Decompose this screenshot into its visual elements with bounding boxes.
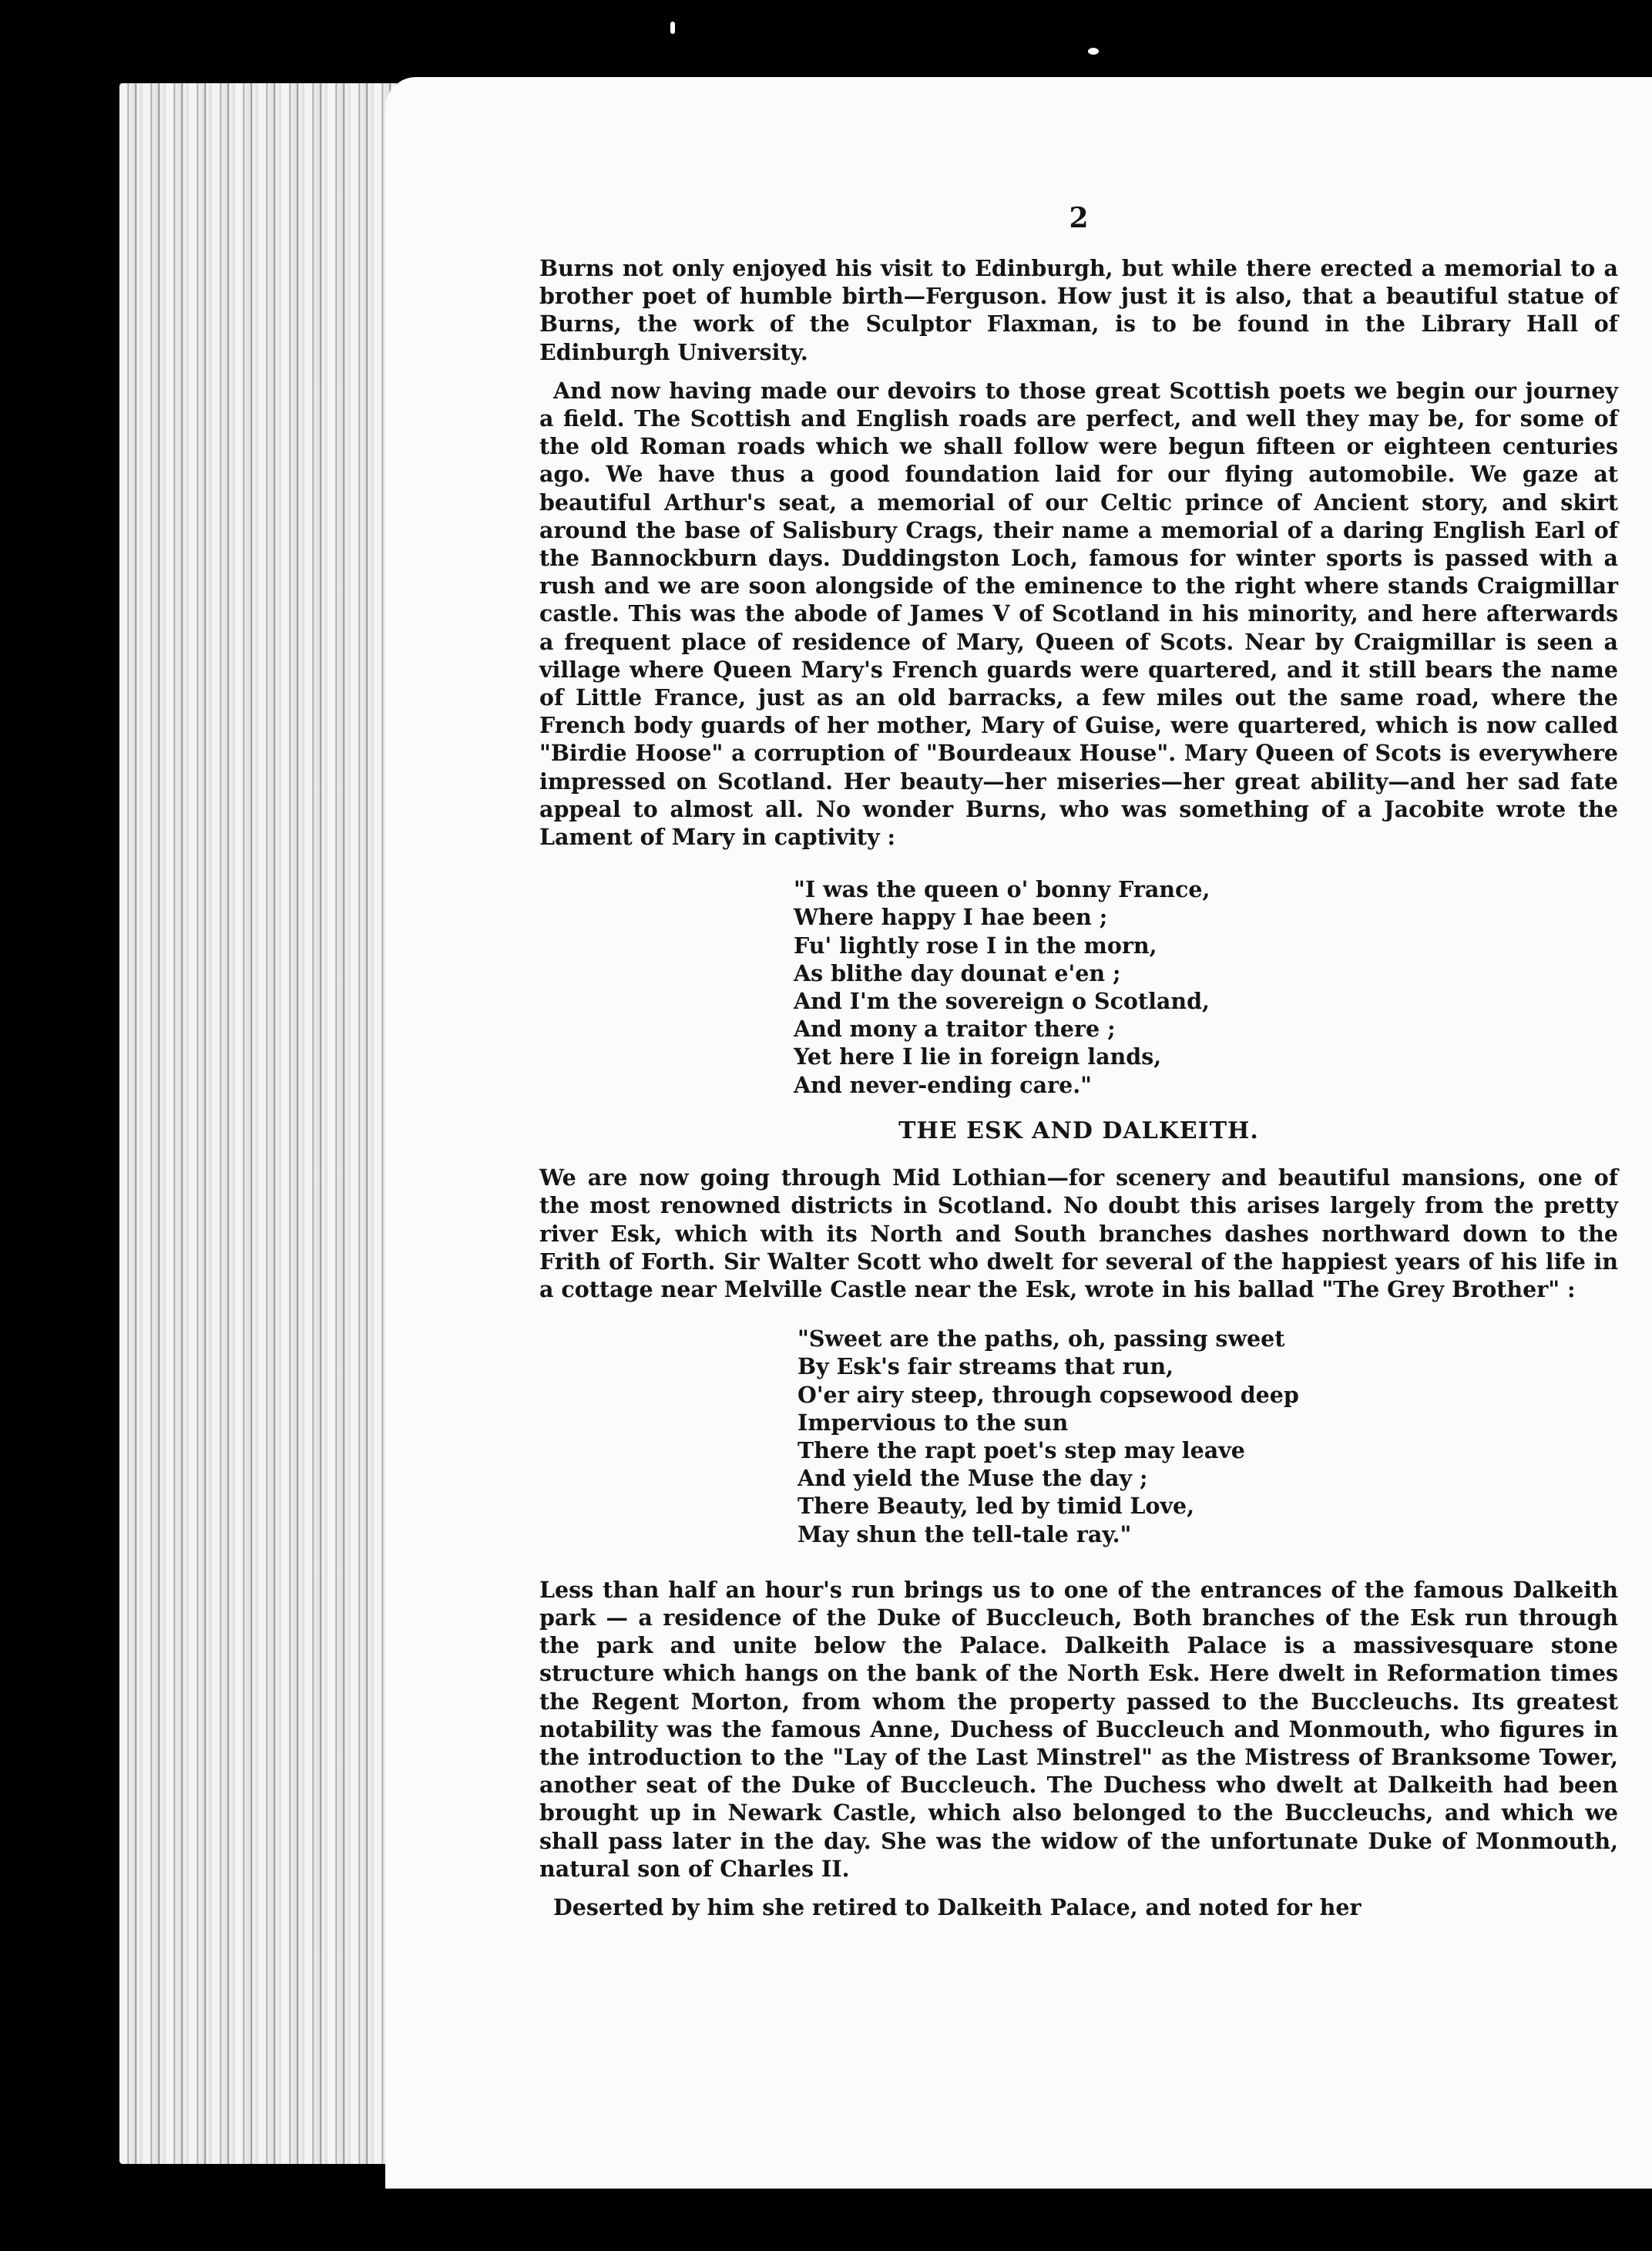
poem-line: May shun the tell-tale ray." <box>797 1520 1132 1547</box>
page-text <box>539 254 1618 1921</box>
page-number: 2 <box>1069 202 1089 234</box>
poem-line: "I was the queen o' bonny France, <box>794 876 1210 903</box>
poem-line: There Beauty, led by timid Love, <box>797 1493 1195 1520</box>
poem-line: There the rapt poet's step may leave <box>797 1436 1245 1463</box>
scan-speck <box>670 22 675 34</box>
poem-line: And never-ending care." <box>794 1071 1092 1098</box>
poem-line: "Sweet are the paths, oh, passing sweet <box>797 1325 1285 1352</box>
poem-line: Fu' lightly rose I in the morn, <box>794 932 1157 959</box>
section-heading: THE ESK AND DALKEITH. <box>898 1117 1259 1144</box>
poem-line: And yield the Muse the day ; <box>797 1465 1148 1492</box>
poem-line: O'er airy steep, through copsewood deep <box>797 1381 1299 1408</box>
poem-line: Impervious to the sun <box>797 1409 1069 1436</box>
poem-line: And I'm the sovereign o Scotland, <box>794 988 1210 1015</box>
poem-line: By Esk's fair streams that run, <box>797 1353 1174 1380</box>
poem-grey-brother <box>797 1325 1618 1548</box>
poem-line: As blithe day dounat e'en ; <box>794 959 1121 986</box>
paragraph-mid-lothian: We are now going through Mid Lothian—for scenery and beautiful mansions, one of the most renowned districts in Scotland. No doubt this arises largely from the pretty river Esk, which with its North and South branches dashes northward down to the Frith of Forth. Sir Walter Scott who dwelt for several of the happiest years of his life in a cottage near Melville Castle near the Esk, wrote in his ballad "The Grey Brother" : <box>539 1164 1618 1302</box>
poem-line: Yet here I lie in foreign lands, <box>794 1043 1162 1070</box>
scan-speck <box>1088 48 1099 55</box>
poem-line: And mony a traitor there ; <box>794 1016 1116 1043</box>
paragraph-deserted: Deserted by him she retired to Dalkeith Palace, and noted for her <box>553 1893 1362 1920</box>
poem-lament-of-mary <box>794 875 1618 1099</box>
book-page-edges <box>119 83 397 2164</box>
paragraph-dalkeith-park: Less than half an hour's run brings us to one of the entrances of the famous Dalkeith park — a residence of the Duke of Buccleuch, Both branches of the Esk run through the park and unite below the Palace. Dalkeith Palace is a massivesquare stone structure which hangs on the bank of the North Esk. Here dwelt in Reformation times the Regent Morton, from whom the property passed to the Buccleuchs. Its greatest notability was the famous Anne, Duchess of Buccleuch and Monmouth, who figures in the introduction to the "Lay of the Last Minstrel" as the Mistress of Branksome Tower, another seat of the Duke of Buccleuch. The Duchess who dwelt at Dalkeith had been brought up in Newark Castle, which also belonged to the Buccleuchs, and which we shall pass later in the day. She was the widow of the unfortunate Duke of Monmouth, natural son of Charles II. <box>539 1576 1618 1882</box>
paragraph-burns-edinburgh: Burns not only enjoyed his visit to Edinburgh, but while there erected a memorial to a brother poet of humble birth—Ferguson. How just it is also, that a beautiful statue of Burns, the work of the Sculptor Flaxman, is to be found in the Library Hall of Edinburgh University. <box>539 255 1618 365</box>
poem-line: Where happy I hae been ; <box>794 904 1108 931</box>
paragraph-journey: And now having made our devoirs to those great Scottish poets we begin our journey a field. The Scottish and English roads are perfect, and well they may be, for some of the old Roman roads which we shall follow were begun fifteen or eighteen centuries ago. We have thus a good foundation laid for our flying automobile. We gaze at beautiful Arthur's seat, a memorial of our Celtic prince of Ancient story, and skirt around the base of Salisbury Crags, their name a memorial of a daring English Earl of the Bannockburn days. Duddingston Loch, famous for winter sports is passed with a rush and we are soon alongside of the eminence to the right where stands Craigmillar castle. This was the abode of James V of Scotland in his minority, and here afterwards a frequent place of residence of Mary, Queen of Scots. Near by Craigmillar is seen a village where Queen Mary's French guards were quartered, and it still bears the name of Little France, just as an old barracks, a few miles out the same road, where the French body guards of her mother, Mary of Guise, were quartered, which is now called "Birdie Hoose" a corruption of "Bourdeaux House". Mary Queen of Scots is everywhere impressed on Scotland. Her beauty—her miseries—her great ability—and her sad fate appeal to almost all. No wonder Burns, who was something of a Jacobite wrote the Lament of Mary in captivity : <box>539 377 1618 851</box>
